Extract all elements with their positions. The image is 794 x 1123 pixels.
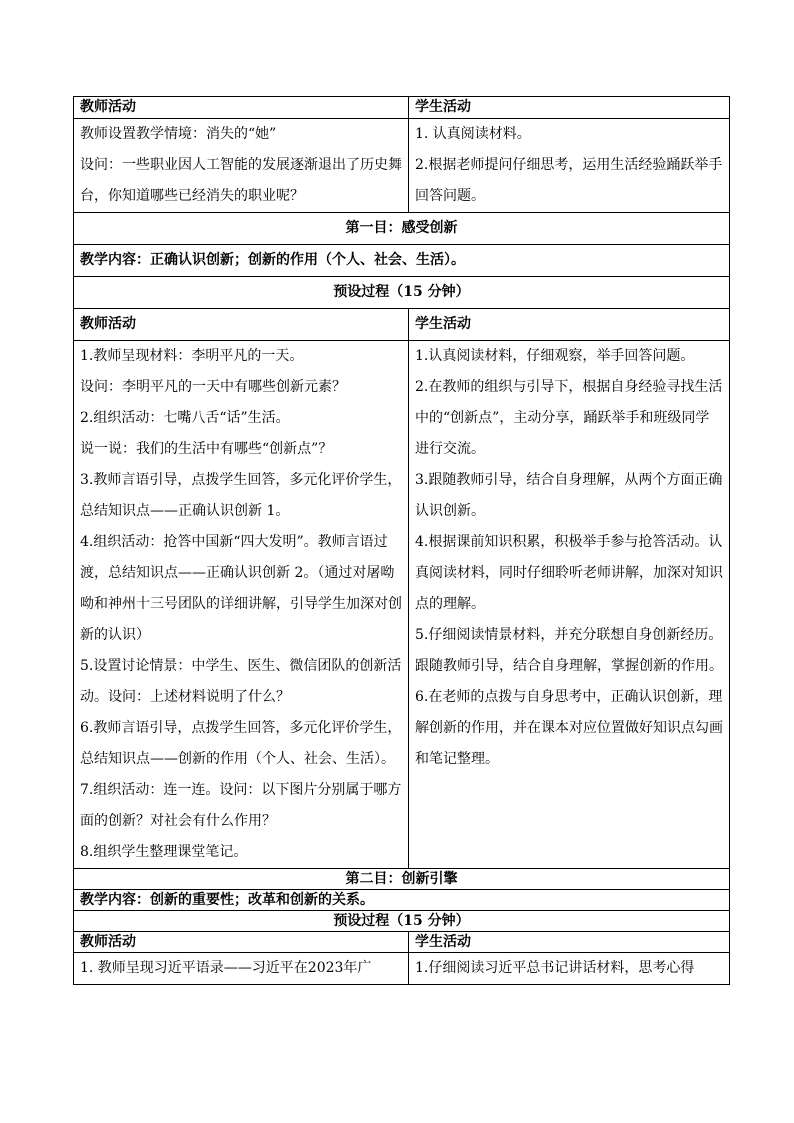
intro-student-cell xyxy=(409,119,730,213)
section2-teacher-cell: 1. 教师呈现习近平语录——习近平在2023年广 xyxy=(74,953,409,985)
section2-title: 第二目：创新引擎 xyxy=(74,869,730,890)
section1-teacher-line: 3.教师言语引导，点拨学生回答，多元化评价学生，总结知识点——正确认识创新 1。 xyxy=(80,472,402,519)
section1-teacher-line: 4.组织活动：抢答中国新“四大发明”。教师言语过渡，总结知识点——正确认识创新 2。（通过对屠呦呦和神州十三号团队的详细讲解，引导学生加深对创新的认识） xyxy=(80,534,402,643)
section1-teacher-line: 1.教师呈现材料：李明平凡的一天。 xyxy=(80,348,304,364)
teacher-activity-header: 教师活动 xyxy=(74,309,409,341)
section1-process-row xyxy=(74,277,730,309)
section1-student-line: 4.根据课前知识积累，积极举手参与抢答活动。认真阅读材料，同时仔细聆听老师讲解，加深对知识点的理解。 xyxy=(415,534,723,612)
section1-teacher-line: 5.设置讨论情景：中学生、医生、微信团队的创新活动。设问：上述材料说明了什么？ xyxy=(80,658,402,705)
section1-content: 教学内容：正确认识创新；创新的作用（个人、社会、生活）。 xyxy=(74,245,730,277)
section1-student-line: 1.认真阅读材料，仔细观察，举手回答问题。 xyxy=(415,348,695,364)
student-activity-header: 学生活动 xyxy=(409,97,730,119)
intro-activity-row xyxy=(74,119,730,213)
section1-header-row xyxy=(74,309,730,341)
section2-process-row xyxy=(74,911,730,932)
section2-content: 教学内容：创新的重要性；改革和创新的关系。 xyxy=(74,890,730,911)
intro-student-line: 1. 认真阅读材料。 xyxy=(415,126,531,142)
section1-student-line: 6.在老师的点拨与自身思考中，正确认识创新，理解创新的作用，并在课本对应位置做好知识点勾画和笔记整理。 xyxy=(415,689,723,767)
section1-title: 第一目：感受创新 xyxy=(74,213,730,245)
teacher-activity-header: 教师活动 xyxy=(74,97,409,119)
section1-title-row xyxy=(74,213,730,245)
student-activity-header: 学生活动 xyxy=(409,932,730,953)
section1-student-line: 3.跟随教师引导，结合自身理解，从两个方面正确认识创新。 xyxy=(415,472,723,519)
section1-activity-row xyxy=(74,341,730,869)
section2-title-row xyxy=(74,869,730,890)
section2-process: 预设过程（15 分钟） xyxy=(74,911,730,932)
section1-content-row xyxy=(74,245,730,277)
section1-process: 预设过程（15 分钟） xyxy=(74,277,730,309)
section2-student-cell: 1.仔细阅读习近平总书记讲话材料，思考心得 xyxy=(409,953,730,985)
lesson-plan-table xyxy=(73,96,730,985)
section1-teacher-cell xyxy=(74,341,409,869)
intro-student-line: 2.根据老师提问仔细思考，运用生活经验踊跃举手回答问题。 xyxy=(415,157,723,204)
student-activity-header: 学生活动 xyxy=(409,309,730,341)
section2-header-row xyxy=(74,932,730,953)
section2-activity-row xyxy=(74,953,730,985)
section2-content-row xyxy=(74,890,730,911)
intro-teacher-cell xyxy=(74,119,409,213)
section1-teacher-line: 说一说：我们的生活中有哪些“创新点”？ xyxy=(80,441,333,457)
intro-teacher-line: 教师设置教学情境：消失的“她” xyxy=(80,126,277,142)
section1-student-line: 2.在教师的组织与引导下，根据自身经验寻找生活中的“创新点”，主动分享，踊跃举手和班级同学进行交流。 xyxy=(415,379,723,457)
section1-teacher-line: 6.教师言语引导，点拨学生回答，多元化评价学生，总结知识点——创新的作用（个人、社会、生活）。 xyxy=(80,720,402,767)
section1-student-cell xyxy=(409,341,730,869)
section1-teacher-line: 7.组织活动：连一连。设问：以下图片分别属于哪方面的创新？对社会有什么作用？ xyxy=(80,782,402,829)
teacher-activity-header: 教师活动 xyxy=(74,932,409,953)
section1-teacher-line: 设问：李明平凡的一天中有哪些创新元素？ xyxy=(80,379,346,395)
section1-teacher-line: 8.组织学生整理课堂笔记。 xyxy=(80,844,248,860)
intro-header-row xyxy=(74,97,730,119)
section1-student-line: 5.仔细阅读情景材料，并充分联想自身创新经历。跟随教师引导，结合自身理解，掌握创新的作用。 xyxy=(415,627,723,674)
section1-teacher-line: 2.组织活动：七嘴八舌“话”生活。 xyxy=(80,410,290,426)
intro-teacher-line: 设问：一些职业因人工智能的发展逐渐退出了历史舞台，你知道哪些已经消失的职业呢？ xyxy=(80,157,402,204)
